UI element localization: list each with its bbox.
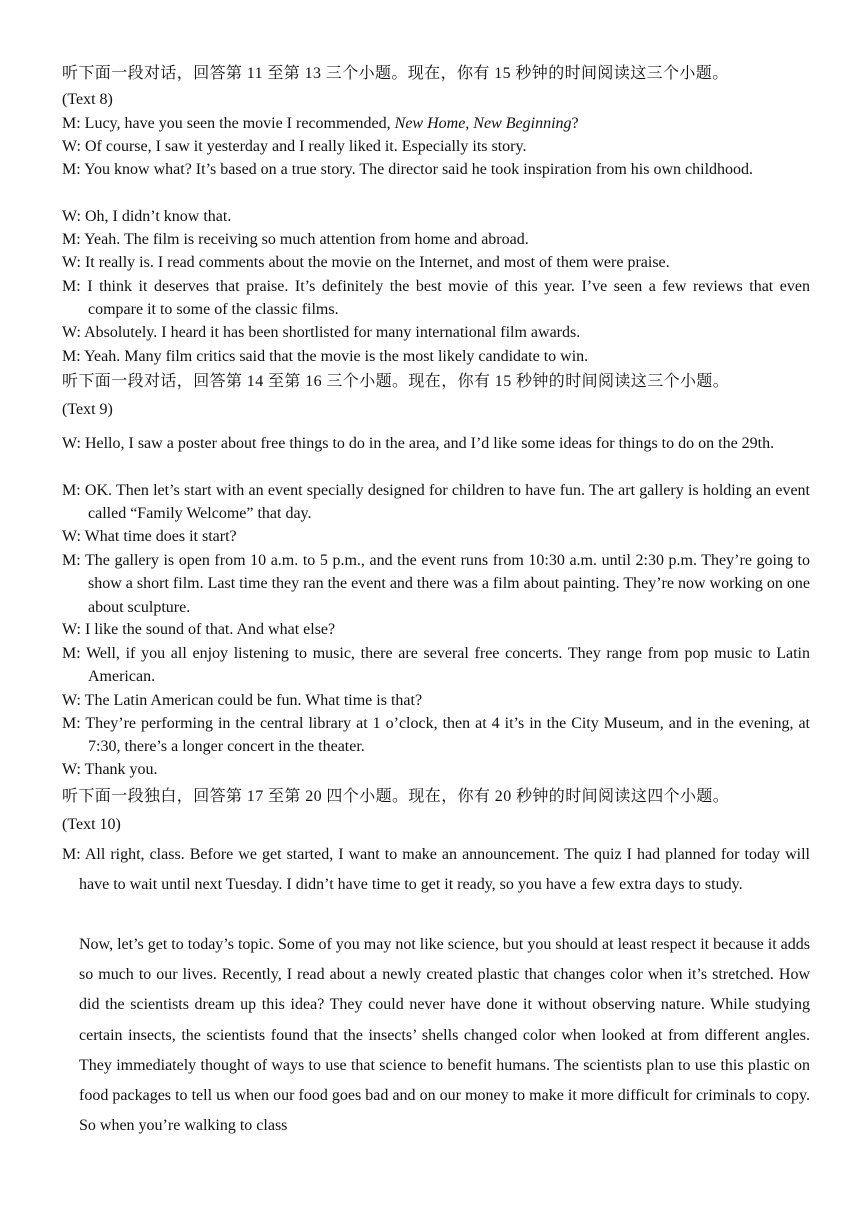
dialogue-line: W: Thank you. <box>62 761 158 778</box>
dialogue-line: M: Yeah. The film is receiving so much attention from home and abroad. <box>62 231 529 248</box>
text-9-label: (Text 9) <box>62 401 113 418</box>
dialogue-line: M: They’re performing in the central library at 1 o’clock, then at 4 it’s in the City Museum, and in the evening, at 7:30, there’s a longer concert in the theater. <box>62 715 810 756</box>
instruction-text-8: 听下面一段对话，回答第 11 至第 13 三个小题。现在，你有 15 秒钟的时间阅读这三个小题。 <box>62 65 729 82</box>
dialogue-line: W: I like the sound of that. And what else? <box>62 621 336 638</box>
dialogue-line: M: You know what? It’s based on a true story. The director said he took inspiration from his own childhood. <box>62 161 754 178</box>
movie-title: New Home, New Beginning <box>394 115 572 132</box>
instruction-text-9: 听下面一段对话，回答第 14 至第 16 三个小题。现在，你有 15 秒钟的时间阅读这三个小题。 <box>62 373 730 390</box>
dialogue-line: W: The Latin American could be fun. What time is that? <box>62 692 423 709</box>
monologue-paragraph-1: M: All right, class. Before we get started, I want to make an announcement. The quiz I had planned for today will have to wait until next Tuesday. I didn’t have time to get it ready, so you have a few extra days to study. <box>62 846 810 893</box>
dialogue-line: W: Of course, I saw it yesterday and I really liked it. Especially its story. <box>62 138 527 155</box>
dialogue-line: M: The gallery is open from 10 a.m. to 5 p.m., and the event runs from 10:30 a.m. until 2:30 p.m. They’re going to show a short film. Last time they ran the event and there was a film about painting. They’re now working on one about sculpture. <box>62 552 810 616</box>
dialogue-line: M: Well, if you all enjoy listening to music, there are several free concerts. They range from pop music to Latin American. <box>62 645 810 686</box>
dialogue-line: W: Absolutely. I heard it has been shortlisted for many international film awards. <box>62 324 581 341</box>
text-10-label: (Text 10) <box>62 816 121 833</box>
dialogue-line: W: It really is. I read comments about the movie on the Internet, and most of them were praise. <box>62 254 670 271</box>
dialogue-line <box>62 112 810 135</box>
dialogue-line: M: OK. Then let’s start with an event specially designed for children to have fun. The art gallery is holding an event called “Family Welcome” that day. <box>62 482 810 523</box>
dialogue-line: W: Hello, I saw a poster about free things to do in the area, and I’d like some ideas for things to do on the 29th. <box>62 435 775 452</box>
text-8-label: (Text 8) <box>62 91 113 108</box>
dialogue-line-punct: ? <box>571 115 579 132</box>
dialogue-line: W: What time does it start? <box>62 528 237 545</box>
dialogue-line: M: I think it deserves that praise. It’s definitely the best movie of this year. I’ve seen a few reviews that even compare it to some of the classic films. <box>62 278 810 319</box>
dialogue-line: W: Oh, I didn’t know that. <box>62 208 232 225</box>
monologue-paragraph-2: Now, let’s get to today’s topic. Some of you may not like science, but you should at least respect it because it adds so much to our lives. Recently, I read about a newly created plastic that changes color when it’s stretched. How did the scientists dream up this idea? They could never have done it without observing nature. While studying certain insects, the scientists found that the insects’ shells changed color when looked at from different angles. They immediately thought of ways to use that science to benefit humans. The scientists plan to use this plastic on food packages to tell us when our food goes bad and on our money to make it more difficult for criminals to copy. So when you’re walking to class <box>79 936 810 1135</box>
dialogue-line-text: M: Lucy, have you seen the movie I recommended, <box>62 115 395 132</box>
dialogue-line: M: Yeah. Many film critics said that the movie is the most likely candidate to win. <box>62 348 589 365</box>
instruction-text-10: 听下面一段独白，回答第 17 至第 20 四个小题。现在，你有 20 秒钟的时间阅读这四个小题。 <box>62 788 730 805</box>
